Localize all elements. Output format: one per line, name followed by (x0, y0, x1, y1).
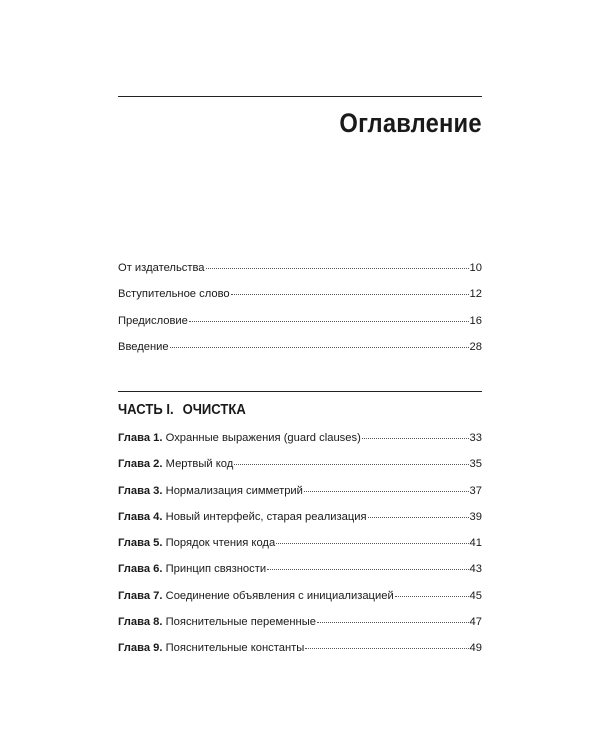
toc-entry-title: Вступительное слово (118, 288, 230, 300)
part-title: ОЧИСТКА (182, 402, 246, 418)
dot-leader (304, 491, 469, 492)
chapter-prefix: Глава 1. (118, 432, 163, 444)
dot-leader (189, 321, 469, 322)
dot-leader (362, 438, 469, 439)
dot-leader (267, 569, 468, 570)
toc-entry-front-0[interactable] (118, 262, 482, 274)
toc-entry-page: 39 (469, 511, 482, 523)
chapter-prefix: Глава 5. (118, 537, 163, 549)
chapter-prefix: Глава 2. (118, 458, 163, 470)
toc-entry-page: 43 (469, 563, 482, 575)
toc-entry-chapter-6[interactable] (118, 563, 482, 575)
toc-entry-chapter-5[interactable] (118, 537, 482, 549)
chapter-prefix: Глава 6. (118, 563, 163, 575)
chapter-prefix: Глава 4. (118, 511, 163, 523)
dot-leader (305, 648, 468, 649)
chapter-title: Пояснительные переменные (165, 616, 316, 628)
toc-entry-page: 16 (469, 315, 482, 327)
toc-entry-chapter-4[interactable] (118, 511, 482, 523)
toc-entry-page: 37 (469, 485, 482, 497)
toc-entry-chapter-3[interactable] (118, 485, 482, 497)
dot-leader (234, 464, 468, 465)
dot-leader (395, 596, 469, 597)
toc-entry-title: Предисловие (118, 315, 188, 327)
dot-leader (368, 517, 469, 518)
chapter-title: Нормализация симметрий (165, 485, 303, 497)
part-heading (118, 402, 246, 418)
chapter-prefix: Глава 7. (118, 590, 163, 602)
toc-entry-front-3[interactable] (118, 341, 482, 353)
top-rule (118, 96, 482, 97)
chapter-title: Охранные выражения (guard clauses) (165, 432, 361, 444)
toc-entry-page: 33 (469, 432, 482, 444)
part-number: ЧАСТЬ I. (118, 402, 174, 418)
toc-entry-chapter-7[interactable] (118, 590, 482, 602)
toc-entry-page: 45 (469, 590, 482, 602)
chapter-title: Порядок чтения кода (165, 537, 276, 549)
toc-entry-page: 28 (469, 341, 482, 353)
toc-entry-page: 47 (469, 616, 482, 628)
chapter-title: Принцип связности (165, 563, 267, 575)
dot-leader (317, 622, 469, 623)
toc-entry-chapter-2[interactable] (118, 458, 482, 470)
dot-leader (276, 543, 468, 544)
toc-entry-page: 49 (469, 642, 482, 654)
chapter-title: Соединение объявления с инициализацией (165, 590, 394, 602)
dot-leader (170, 347, 469, 348)
toc-entry-front-1[interactable] (118, 288, 482, 300)
toc-entry-chapter-8[interactable] (118, 616, 482, 628)
toc-entry-chapter-1[interactable] (118, 432, 482, 444)
toc-entry-page: 10 (469, 262, 482, 274)
chapter-title: Новый интерфейс, старая реализация (165, 511, 367, 523)
toc-entry-title: Введение (118, 341, 169, 353)
page-title: Оглавление (339, 108, 482, 138)
dot-leader (206, 268, 469, 269)
chapter-prefix: Глава 8. (118, 616, 163, 628)
toc-entry-page: 41 (469, 537, 482, 549)
toc-entry-page: 12 (469, 288, 482, 300)
dot-leader (231, 294, 469, 295)
toc-entry-chapter-9[interactable] (118, 642, 482, 654)
part-rule (118, 391, 482, 392)
toc-entry-title: От издательства (118, 262, 205, 274)
toc-entry-page: 35 (469, 458, 482, 470)
chapter-title: Пояснительные константы (165, 642, 305, 654)
chapter-prefix: Глава 3. (118, 485, 163, 497)
chapter-title: Мертвый код (165, 458, 234, 470)
toc-entry-front-2[interactable] (118, 315, 482, 327)
chapter-prefix: Глава 9. (118, 642, 163, 654)
